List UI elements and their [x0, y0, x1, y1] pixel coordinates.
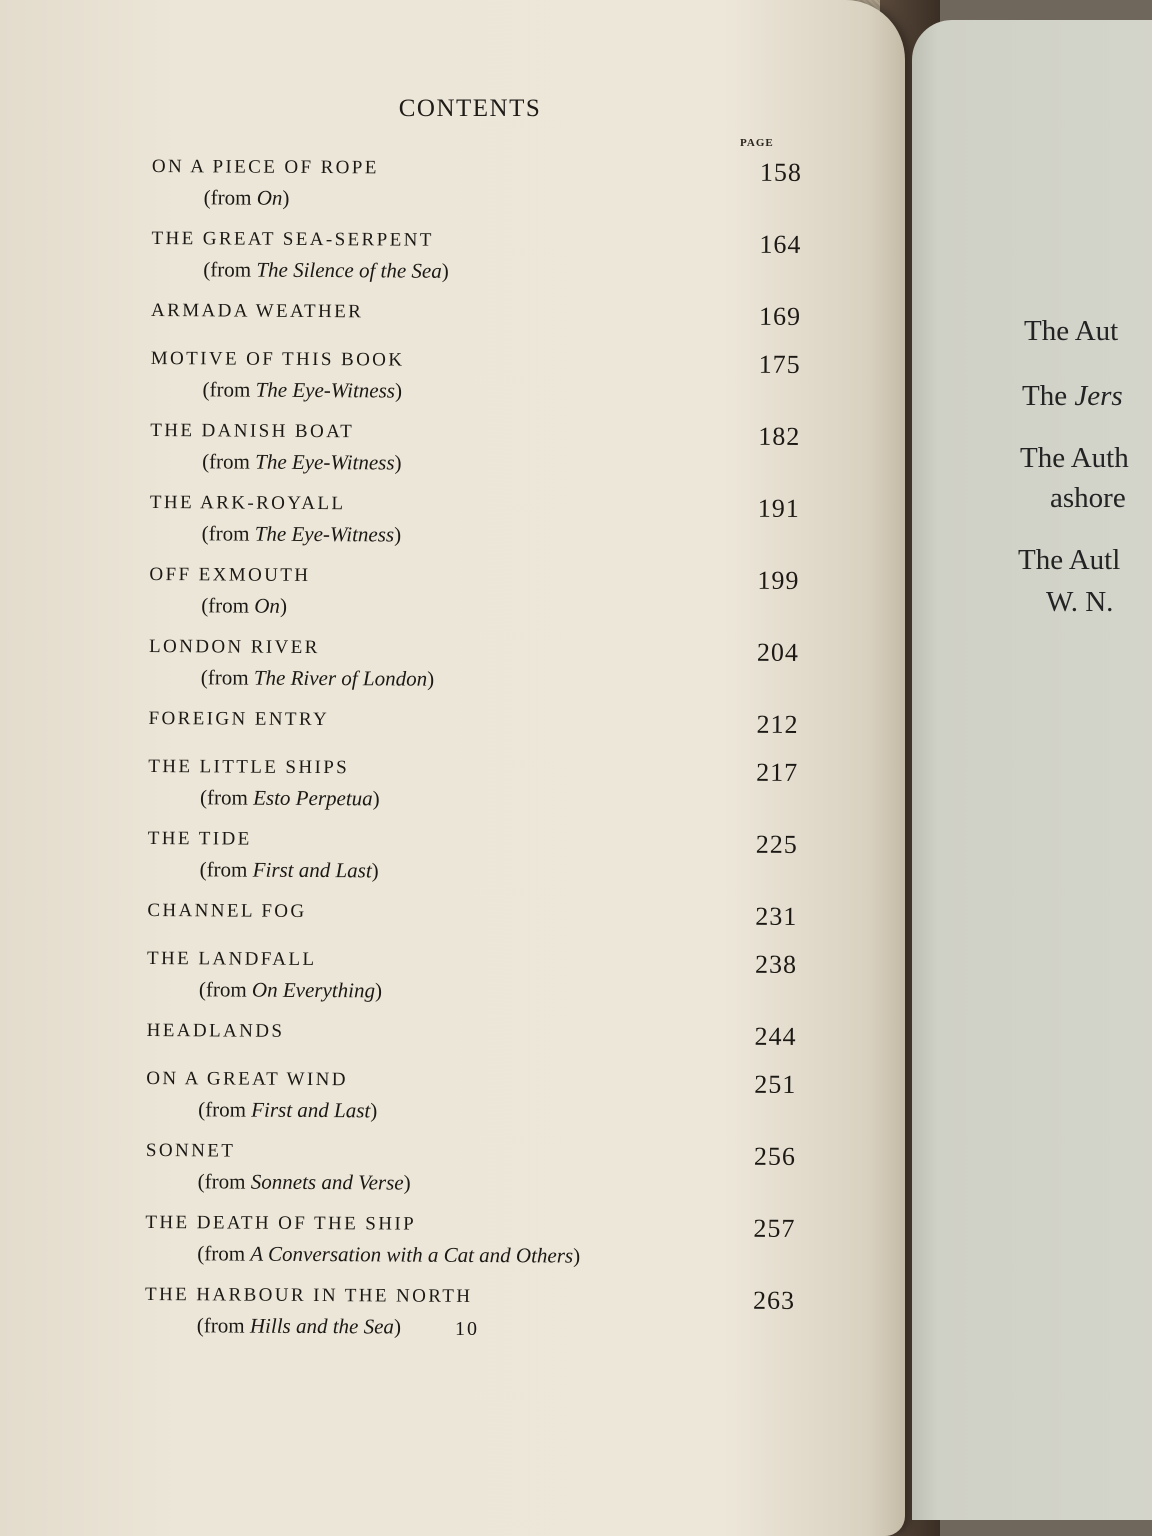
source-prefix: (from: [199, 857, 253, 882]
contents-entry: [148, 704, 798, 738]
contents-entry: [150, 344, 800, 408]
entry-title: THE DANISH BOAT: [150, 419, 355, 443]
entry-source: [150, 446, 800, 480]
entry-page-number: 257: [753, 1213, 796, 1243]
source-work-title: The Eye-Witness: [254, 521, 395, 547]
entry-source: [148, 854, 798, 888]
source-prefix: (from: [202, 449, 256, 474]
entry-page-number: 158: [759, 157, 802, 187]
source-work-title: On Everything: [251, 977, 376, 1003]
contents-entry: [150, 488, 800, 552]
entry-title: ON A PIECE OF ROPE: [151, 155, 379, 179]
source-work-title: The River of London: [253, 665, 428, 691]
contents-entry: [147, 944, 797, 1008]
contents-entry: [149, 560, 799, 624]
page-number: 10: [455, 1318, 479, 1340]
entry-page-number: 225: [755, 829, 798, 859]
source-prefix: (from: [199, 785, 254, 810]
source-prefix: (from: [197, 1169, 251, 1194]
entry-page-number: 199: [757, 565, 800, 595]
entry-page-number: 251: [754, 1069, 797, 1099]
facing-page: [912, 20, 1152, 1520]
facing-line: The Jers: [1022, 380, 1123, 412]
contents-entry: [147, 1016, 797, 1050]
source-suffix: ): [441, 258, 449, 283]
contents-entry: [147, 896, 797, 930]
entry-page-number: 256: [753, 1141, 796, 1171]
entry-title: THE LANDFALL: [147, 947, 317, 971]
facing-line: The Auth: [1020, 442, 1129, 474]
source-suffix: ): [371, 858, 379, 883]
entry-source: [148, 782, 798, 816]
source-suffix: ): [394, 450, 402, 475]
source-suffix: ): [394, 522, 402, 547]
source-suffix: ): [372, 786, 380, 811]
entry-source: [146, 1094, 796, 1128]
entry-title: THE LITTLE SHIPS: [148, 755, 350, 779]
entry-title: CHANNEL FOG: [147, 899, 307, 922]
entry-source: [147, 974, 797, 1008]
entry-title: FOREIGN ENTRY: [148, 707, 330, 731]
entry-title: THE DEATH OF THE SHIP: [145, 1211, 417, 1235]
source-prefix: (from: [201, 521, 255, 546]
contents-entry: [148, 824, 798, 888]
contents-entry: [145, 1208, 795, 1272]
source-work-title: First and Last: [251, 1097, 371, 1123]
source-prefix: (from: [200, 665, 254, 690]
entry-page-number: 175: [758, 349, 801, 379]
source-prefix: (from: [198, 977, 253, 1002]
source-prefix: (from: [197, 1241, 251, 1266]
entry-title: ARMADA WEATHER: [150, 299, 364, 323]
entry-title: THE HARBOUR IN THE NORTH: [144, 1283, 473, 1307]
entry-title: HEADLANDS: [146, 1019, 285, 1042]
entry-page-number: 238: [754, 949, 798, 979]
contents-list: [145, 152, 802, 1356]
entry-source: [149, 590, 799, 624]
entry-page-number: 244: [754, 1021, 797, 1051]
entry-source: [150, 518, 800, 552]
contents-entry: [148, 752, 798, 816]
entry-title: SONNET: [145, 1139, 236, 1162]
source-suffix: ): [573, 1243, 581, 1268]
source-suffix: ): [403, 1170, 411, 1195]
entry-page-number: 191: [757, 493, 800, 523]
entry-title: THE GREAT SEA-SERPENT: [151, 227, 434, 251]
source-work-title: Sonnets and Verse: [250, 1169, 404, 1195]
source-prefix: (from: [201, 593, 255, 618]
source-prefix: (from: [198, 1097, 252, 1122]
entry-title: THE ARK-ROYALL: [149, 491, 346, 515]
source-work-title: The Eye-Witness: [255, 449, 395, 475]
entry-title: OFF EXMOUTH: [149, 563, 311, 586]
entry-source: [152, 182, 802, 216]
entry-title: ON A GREAT WIND: [146, 1067, 348, 1091]
entry-source: [145, 1238, 795, 1272]
entry-page-number: 217: [756, 757, 799, 787]
facing-line: The Aut: [1024, 315, 1119, 347]
contents-entry: [146, 1136, 796, 1200]
source-suffix: ): [394, 378, 403, 403]
facing-line: W. N.: [1046, 586, 1114, 618]
entry-page-number: 231: [755, 901, 798, 931]
entry-page-number: 204: [756, 637, 800, 667]
source-work-title: The Eye-Witness: [255, 377, 396, 403]
source-prefix: (from: [203, 257, 257, 282]
entry-page-number: 212: [756, 709, 799, 739]
source-work-title: First and Last: [252, 857, 372, 883]
entry-title: MOTIVE OF THIS BOOK: [150, 347, 405, 371]
source-prefix: (from: [196, 1313, 250, 1338]
contents-entry: [150, 416, 800, 480]
entry-page-number: 263: [752, 1285, 796, 1315]
source-work-title: Esto Perpetua: [253, 785, 373, 811]
contents-entry: [151, 224, 801, 288]
entry-source: [146, 1166, 796, 1200]
facing-line: ashore: [1050, 482, 1126, 514]
contents-entry: [149, 632, 799, 696]
entry-page-number: 169: [758, 301, 802, 331]
entry-title: LONDON RIVER: [148, 635, 320, 659]
entry-page-number: 182: [758, 421, 801, 451]
entry-source: [151, 254, 801, 288]
source-prefix: (from: [202, 377, 256, 402]
source-suffix: ): [282, 185, 290, 210]
contents-entry: [152, 152, 802, 216]
source-suffix: ): [279, 593, 288, 618]
source-work-title: The Silence of the Sea: [256, 257, 442, 283]
source-suffix: ): [427, 666, 435, 691]
contents-heading: CONTENTS: [398, 95, 542, 122]
source-work-title: A Conversation with a Cat and Others: [250, 1241, 574, 1268]
facing-line: The Autl: [1018, 544, 1121, 576]
page-column-label: PAGE: [740, 137, 774, 149]
contents-entry: [151, 296, 801, 330]
source-suffix: ): [370, 1098, 378, 1123]
source-suffix: ): [393, 1314, 402, 1339]
source-work-title: Hills and the Sea: [249, 1313, 395, 1339]
source-work-title: On: [254, 593, 281, 618]
entry-source: [150, 374, 800, 408]
source-suffix: ): [374, 978, 383, 1003]
source-work-title: On: [256, 185, 283, 210]
entry-title: THE TIDE: [147, 827, 252, 850]
entry-page-number: 164: [759, 229, 802, 259]
contents-entry: [146, 1064, 796, 1128]
entry-source: [149, 662, 799, 696]
source-prefix: (from: [203, 185, 257, 210]
